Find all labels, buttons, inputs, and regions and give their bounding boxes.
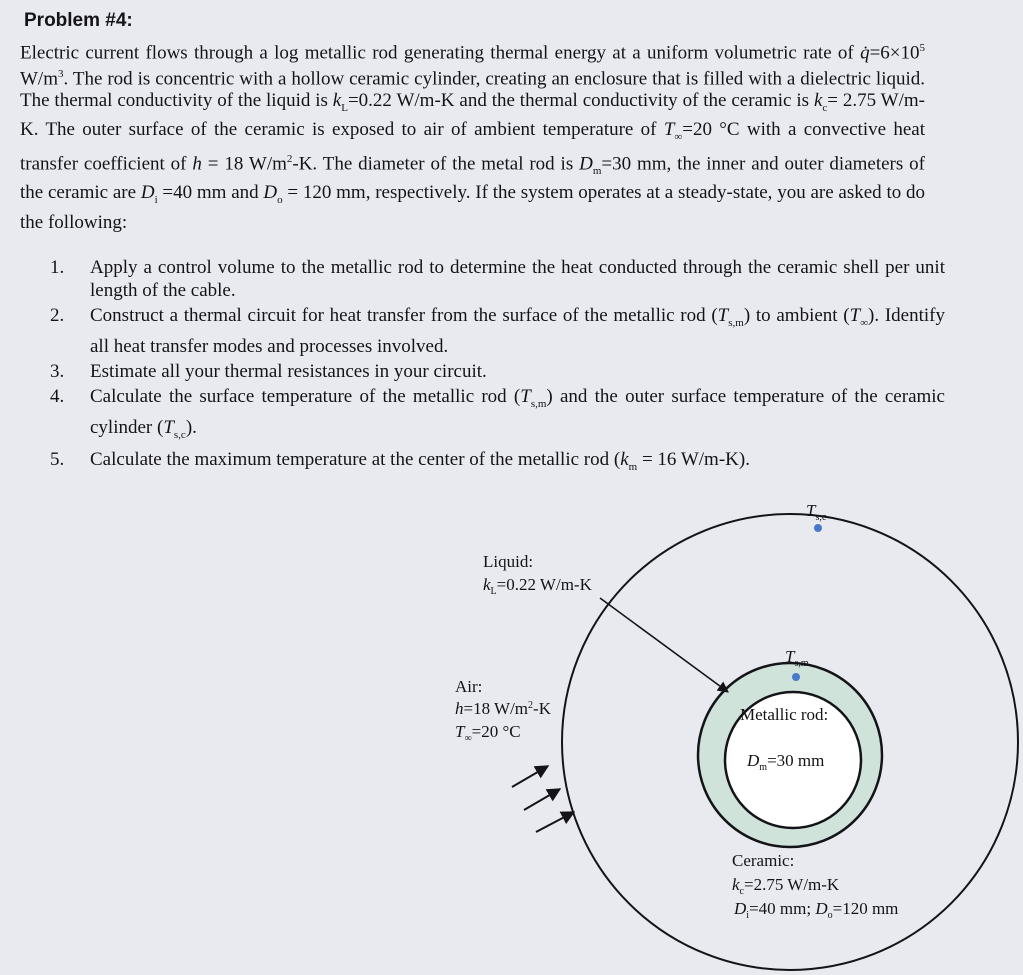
item-text: Apply a control volume to the metallic rod to determine the heat conducted through the ceramic shell per unit length of the cable. [90,257,945,301]
subscript: s,m [530,397,547,410]
qdot-symbol: q̇ [860,42,870,64]
text-run: Calculate the surface temperature of the metallic rod ( [90,385,521,407]
tsm-label: $T_{s,m}$ [785,647,809,669]
rod-diameter-label: $D_m=30$ mm [747,751,825,773]
text-run: ) and the outer surface temperature of the ceramic cylinder ( [90,385,945,438]
text-run: = 16 W/m-K). [637,449,750,471]
Di-value: =40 mm and [157,182,264,204]
symbol: T [520,385,531,407]
item-number: 5. [50,449,65,471]
kc-subscript: c [822,101,828,114]
item-number: 4. [50,385,65,407]
liquid-title: Liquid: [483,552,534,571]
text-run: ) to ambient ( [743,305,850,326]
air-T-label: $T_\infty=20$ °C [455,722,521,744]
liquid-k-label: $k_L=0.22$ W/m-K [483,575,592,597]
text-run: . The rod is concentric with a hollow ceramic cylinder, creating an enclosure that is filled with a dielectric liquid. The thermal conductivity of the liquid is [20,68,925,111]
symbol: T [163,416,174,438]
qdot-value: =6×10 [869,42,920,64]
qdot-units-exponent: 3 [58,67,64,80]
air-title: Air: [455,677,483,696]
Do-value: = 120 mm, respectively. If the system operates at a steady-state, you are asked to do the following: [20,182,925,233]
air-h-label: h=18 $W/m^2-K$ [455,699,551,718]
Do-subscript: o [277,194,283,207]
tsm-dot [792,673,800,681]
kL-subscript: L [341,101,348,114]
air-flow-arrow [512,766,548,787]
h-symbol: h [192,152,202,174]
Do-symbol: D [263,182,278,204]
Di-subscript: i [154,194,158,207]
rod-label: Metallic rod: [740,705,829,724]
text-run: ). [185,416,197,438]
subscript: m [628,461,638,474]
h-units-end: -K. The diameter of the metal rod is [292,152,580,174]
symbol: T [849,305,861,326]
Tinf-subscript: ∞ [674,131,683,144]
Dm-subscript: m [592,164,602,177]
ceramic-title: Ceramic: [732,851,795,870]
qdot-units: W/m [20,68,58,90]
subscript: s,m [728,316,744,329]
h-value: = 18 W/m [201,152,287,174]
item-text: Estimate all your thermal resistances in your circuit. [90,360,487,382]
liquid-pointer-arrow [600,598,728,692]
kL-value: =0.22 W/m-K and the thermal conductivity of the ceramic is [347,89,814,111]
symbol: k [620,449,629,471]
subscript: s,c [173,428,186,441]
h-exponent: 2 [286,152,293,165]
Dm-symbol: D [579,152,593,174]
problem-title: Problem #4: [24,10,133,31]
air-flow-arrow [524,789,560,810]
kc-symbol: k [813,89,823,111]
Tinf-value: =20 °C with a convective heat transfer coefficient of [20,119,925,174]
tsc-label: $T_{s,c}$ [806,501,827,523]
kc-value: = 2.75 W/m-K. The outer surface of the ceramic is exposed to air of ambient temperature of [20,89,925,141]
ceramic-diameters-label: $D_i=40$ mm; $D_o=120$ mm [734,899,899,921]
symbol: T [717,305,729,326]
qdot-exponent: 5 [919,42,925,54]
air-flow-arrow [536,812,574,832]
kL-symbol: k [332,89,342,111]
text-run: ). Identify all heat transfer modes and processes involved. [90,305,945,357]
item-number: 2. [50,305,65,326]
text-run: Calculate the maximum temperature at the center of the metallic rod ( [90,449,621,471]
tsc-dot [814,524,822,532]
text-run: Construct a thermal circuit for heat transfer from the surface of the metallic rod ( [90,305,718,326]
Tinf-symbol: T [663,119,675,141]
text-run: Electric current flows through a log metallic rod generating thermal energy at a uniform volumetric rate of [20,42,861,64]
ceramic-k-label: $k_c=2.75$ W/m-K [732,875,840,897]
item-number: 3. [50,360,65,382]
Dm-value: =30 mm, the inner and outer diameters of the ceramic are [20,152,925,204]
item-number: 1. [50,257,65,278]
Di-symbol: D [140,182,155,204]
subscript: ∞ [860,316,869,329]
